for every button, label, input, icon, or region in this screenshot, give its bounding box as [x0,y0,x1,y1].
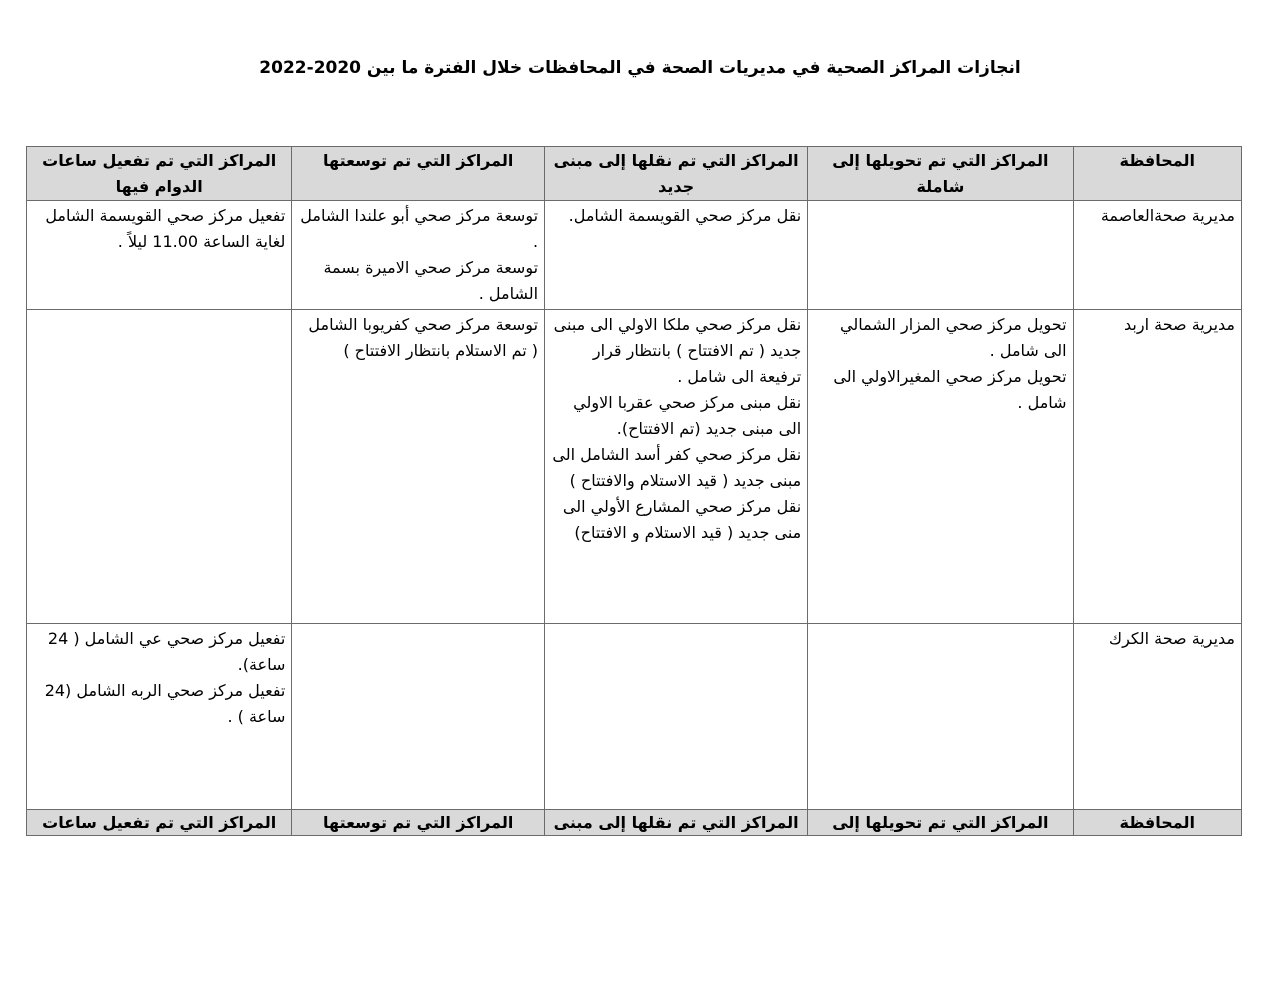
cell-line: توسعة مركز صحي أبو علندا الشامل . [300,206,539,251]
header-hours: المراكز التي تم تفعيل ساعات الدوام فيها [27,147,292,201]
footer-expanded: المراكز التي تم توسعتها [292,810,545,836]
achievements-table [26,146,1242,836]
cell-line: تحويل مركز صحي المغيرالاولي الى شامل . [833,367,1067,412]
header-converted: المراكز التي تم تحويلها إلى شاملة [808,147,1073,201]
footer-governorate: المحافظة [1073,810,1241,836]
footer-moved: المراكز التي تم نقلها إلى مبنى [545,810,808,836]
cell-line: تفعيل مركز صحي الربه الشامل (24 ساعة ) . [44,681,286,726]
cell-moved [545,624,808,810]
cell-converted [808,310,1073,624]
cell-line: تفعيل مركز صحي القويسمة الشامل لغاية الساعة 11.00 ليلاً . [45,206,286,251]
cell-line: تفعيل مركز صحي عي الشامل ( 24 ساعة). [47,629,286,674]
footer-hours: المراكز التي تم تفعيل ساعات [27,810,292,836]
cell-expanded [292,624,545,810]
cell-line: نقل مبنى مركز صحي عقربا الاولي الى مبنى جديد (تم الافتتاح). [573,393,802,438]
cell-line: نقل مركز صحي المشارع الأولي الى منى جديد ( قيد الاستلام و الافتتاح) [562,497,802,542]
cell-line: تحويل مركز صحي المزار الشمالي الى شامل . [839,315,1067,360]
cell-moved [545,201,808,310]
cell-line: توسعة مركز صحي كفريوبا الشامل ( تم الاستلام بانتظار الافتتاح ) [308,315,539,360]
cell-governorate: مديرية صحةالعاصمة [1073,201,1241,310]
footer-converted: المراكز التي تم تحويلها إلى [808,810,1073,836]
cell-moved [545,310,808,624]
cell-converted [808,624,1073,810]
cell-expanded [292,201,545,310]
cell-hours [27,310,292,624]
cell-hours [27,624,292,810]
cell-expanded [292,310,545,624]
header-expanded: المراكز التي تم توسعتها [292,147,545,201]
table-row [27,310,1242,624]
table-row [27,624,1242,810]
table-row [27,201,1242,310]
cell-line: نقل مركز صحي ملكا الاولي الى مبنى جديد ( تم الافتتاح ) بانتظار قرار ترفيعة الى شامل . [553,315,802,386]
table-header-row [27,147,1242,201]
header-governorate: المحافظة [1073,147,1241,201]
cell-line: نقل مركز صحي كفر أسد الشامل الى مبنى جديد ( قيد الاستلام والافتتاح ) [552,445,802,490]
cell-governorate: مديرية صحة الكرك [1073,624,1241,810]
cell-converted [808,201,1073,310]
cell-line: توسعة مركز صحي الاميرة بسمة الشامل . [323,258,539,303]
header-moved: المراكز التي تم نقلها إلى مبنى جديد [545,147,808,201]
table-footer-row [27,810,1242,836]
cell-line: نقل مركز صحي القويسمة الشامل. [568,206,802,225]
cell-governorate: مديرية صحة اربد [1073,310,1241,624]
cell-hours [27,201,292,310]
page-title: انجازات المراكز الصحية في مديريات الصحة في المحافظات خلال الفترة ما بين 2020-2022 [259,58,1021,78]
